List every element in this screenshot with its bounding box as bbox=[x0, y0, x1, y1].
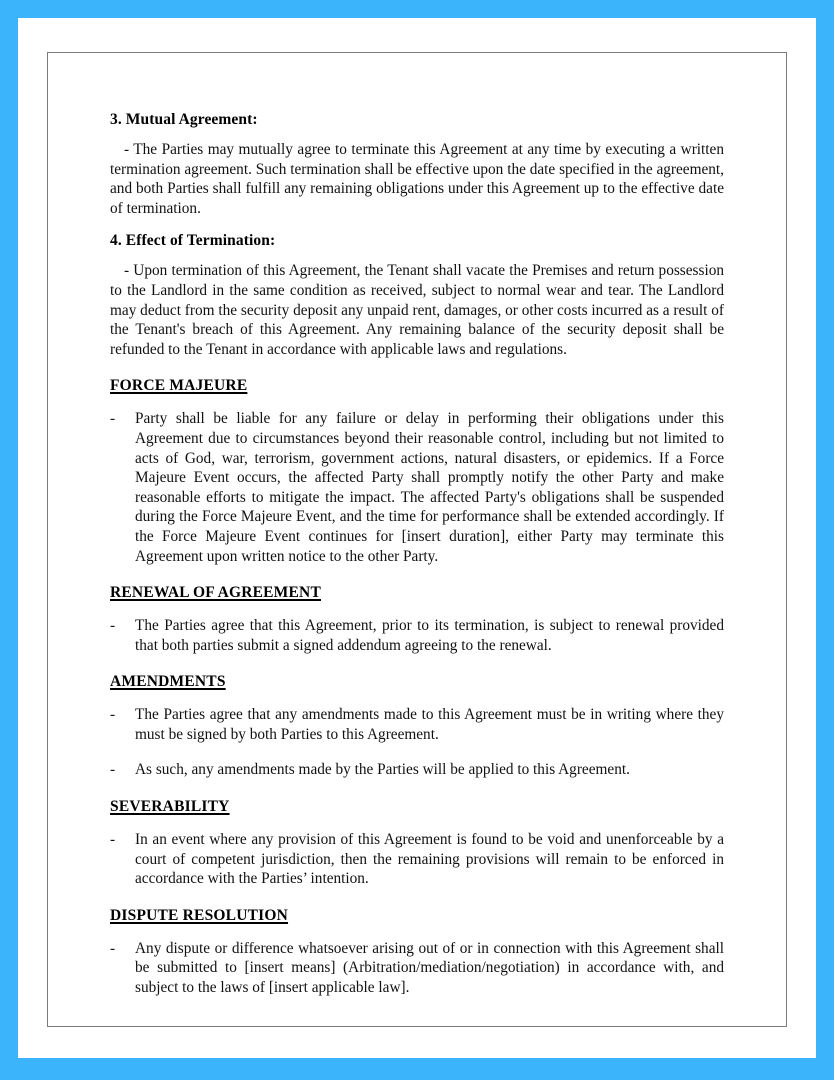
dash-bullet-icon: - bbox=[110, 939, 116, 957]
spacer bbox=[110, 744, 724, 760]
spacer bbox=[110, 129, 724, 140]
spacer bbox=[110, 218, 724, 231]
bullet-text-renewal: The Parties agree that this Agreement, prior to its termination, is subject to renewal provided that both parties submit a signed addendum agreeing to the renewal. bbox=[135, 617, 724, 654]
section-dispute-resolution bbox=[110, 906, 724, 998]
spacer bbox=[110, 655, 724, 672]
heading-severability: SEVERABILITY bbox=[110, 798, 230, 816]
paragraph-mutual-agreement: - The Parties may mutually agree to terminate this Agreement at any time by executing a written termination agreement. Such termination shall be effective upon the date specified in the agreement, and both Parties shall fulfill any remaining obligations under this Agreement up to the effective date of termination. bbox=[110, 141, 724, 217]
heading-amendments: AMENDMENTS bbox=[110, 673, 226, 691]
paragraph-effect-of-termination: - Upon termination of this Agreement, the Tenant shall vacate the Premises and return possession to the Landlord in the same condition as received, subject to normal wear and tear. The Landlord may deduct from the security deposit any unpaid rent, damages, or other costs incurred as a result of the Tenant's breach of this Agreement. Any remaining balance of the security deposit shall be refunded to the Tenant in accordance with applicable laws and regulations. bbox=[110, 262, 724, 358]
document-body bbox=[110, 110, 724, 998]
section-severability bbox=[110, 797, 724, 889]
bullet-item bbox=[110, 760, 724, 780]
section-amendments bbox=[110, 672, 724, 780]
dash-bullet-icon: - bbox=[110, 410, 116, 428]
spacer bbox=[110, 359, 724, 376]
bullet-item bbox=[110, 939, 724, 998]
heading-dispute-resolution: DISPUTE RESOLUTION bbox=[110, 906, 289, 924]
section-renewal-of-agreement bbox=[110, 583, 724, 655]
heading-force-majeure: FORCE MAJEURE bbox=[110, 377, 248, 395]
spacer bbox=[110, 602, 724, 616]
bullet-text-dispute-resolution: Any dispute or difference whatsoever arising out of or in connection with this Agreement shall be submitted to [insert means] (Arbitration/mediation/negotiation) in accordance with, and subject to the laws of [insert applicable law]. bbox=[135, 939, 724, 997]
spacer bbox=[110, 250, 724, 261]
heading-effect-of-termination: 4. Effect of Termination: bbox=[110, 232, 276, 250]
bullet-item bbox=[110, 705, 724, 744]
heading-renewal-of-agreement: RENEWAL OF AGREEMENT bbox=[110, 584, 321, 602]
bullet-text-amendments-2: As such, any amendments made by the Parties will be applied to this Agreement. bbox=[135, 761, 630, 779]
spacer bbox=[110, 816, 724, 830]
bullet-item bbox=[110, 409, 724, 566]
spacer bbox=[110, 395, 724, 409]
spacer bbox=[110, 566, 724, 583]
bullet-item bbox=[110, 616, 724, 655]
heading-mutual-agreement: 3. Mutual Agreement: bbox=[110, 111, 258, 128]
section-mutual-agreement bbox=[110, 110, 724, 218]
spacer bbox=[110, 889, 724, 906]
bullet-text-force-majeure: Party shall be liable for any failure or delay in performing their obligations under this Agreement due to circumstances beyond their reasonable control, including but not limited to acts of God, war, terrorism, government actions, natural disasters, or epidemics. If a Force Majeure Event occurs, the affected Party shall promptly notify the other Party and make reasonable efforts to mitigate the impact. The affected Party's obligations shall be suspended during the Force Majeure Event, and the time for performance shall be extended accordingly. If the Force Majeure Event continues for [insert duration], either Party may terminate this Agreement upon written notice to the other Party. bbox=[135, 410, 724, 565]
bullet-text-severability: In an event where any provision of this Agreement is found to be void and unenforceable by a court of competent jurisdiction, then the remaining provisions will remain to be enforced in accordance with the Parties’ intention. bbox=[135, 831, 724, 888]
dash-bullet-icon: - bbox=[110, 617, 116, 635]
paper-sheet bbox=[18, 18, 816, 1058]
spacer bbox=[110, 691, 724, 705]
section-effect-of-termination bbox=[110, 231, 724, 359]
bullet-item bbox=[110, 830, 724, 889]
spacer bbox=[110, 925, 724, 939]
dash-bullet-icon: - bbox=[110, 761, 116, 779]
document-page-border bbox=[47, 52, 787, 1027]
dash-bullet-icon: - bbox=[110, 831, 116, 849]
dash-bullet-icon: - bbox=[110, 706, 116, 724]
bullet-text-amendments-1: The Parties agree that any amendments made to this Agreement must be in writing where they must be signed by both Parties to this Agreement. bbox=[135, 706, 724, 743]
section-force-majeure bbox=[110, 376, 724, 566]
spacer bbox=[110, 780, 724, 797]
